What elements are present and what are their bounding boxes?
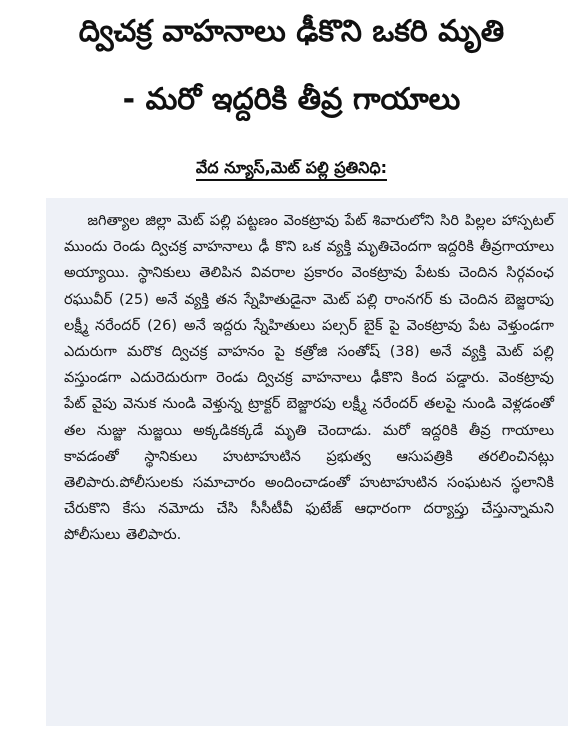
byline <box>0 158 583 181</box>
article-box <box>46 198 568 726</box>
article-body: జగిత్యాల జిల్లా మెట్ పల్లి పట్టణం వెంకట్రావు పేట్ శివారులోని సిరి పిల్లల హాస్పటల్ ముందు రెండు ద్విచక్ర వాహనాలు ఢీ కొని ఒక వ్యక్తి మృతిచెందగా ఇద్దరికి తీవ్రగాయాలు అయ్యాయి. స్థానికులు తెలిపిన వివరాల ప్రకారం వెంకట్రావు పేటకు చెందిన సిర్గవంఛ రఘువీర్ (25) అనే వ్యక్తి తన స్నేహితుడైనా మెట్ పల్లి రాంనగర్ కు చెందిన బెజ్జరాపు లక్ష్మీ నరేందర్ (26) అనే ఇద్దరు స్నేహితులు పల్సర్ బైక్ పై వెంకట్రావు పేట వెళ్తుండగా ఎదురుగా మరొక ద్విచక్ర వాహనం పై కత్రోజి సంతోష్ (38) అనే వ్యక్తి మెట్ పల్లి వస్తుండగా ఎదురెదురుగా రెండు ద్విచక్ర వాహనాలు ఢీకొని కింద పడ్డారు. వెంకట్రావు పేట్ వైపు వెనుక నుండి వెళ్తున్న ట్రాక్టర్ బెజ్జారపు లక్ష్మీ నరేందర్ తలపై నుండి వెళ్లడంతో తల నుజ్జు నుజ్జయి అక్కడికక్కడే మృతి చెందాడు. మరో ఇద్దరికి తీవ్ర గాయాలు కావడంతో స్థానికులు హుటాహుటిన ప్రభుత్వ ఆసుపత్రికి తరలించినట్లు తెలిపారు.పోలీసులకు సమాచారం అందించాడంతో హుటాహుటిన సంఘటన స్థలానికి చేరుకొని కేసు నమోదు చేసి సీసీటీవీ ఫుటేజ్ ఆధారంగా దర్యాప్తు చేస్తున్నామని పోలీసులు తెలిపారు. <box>64 212 560 544</box>
byline-text: వేద న్యూస్,మెట్ పల్లి ప్రతినిధి: <box>196 158 387 181</box>
headline-line-1: ద్విచక్ర వాహనాలు ఢీకొని ఒకరి మృతి <box>78 14 505 49</box>
headline-line-2: - మరో ఇద్దరికి తీవ్ర గాయాలు <box>122 82 461 117</box>
